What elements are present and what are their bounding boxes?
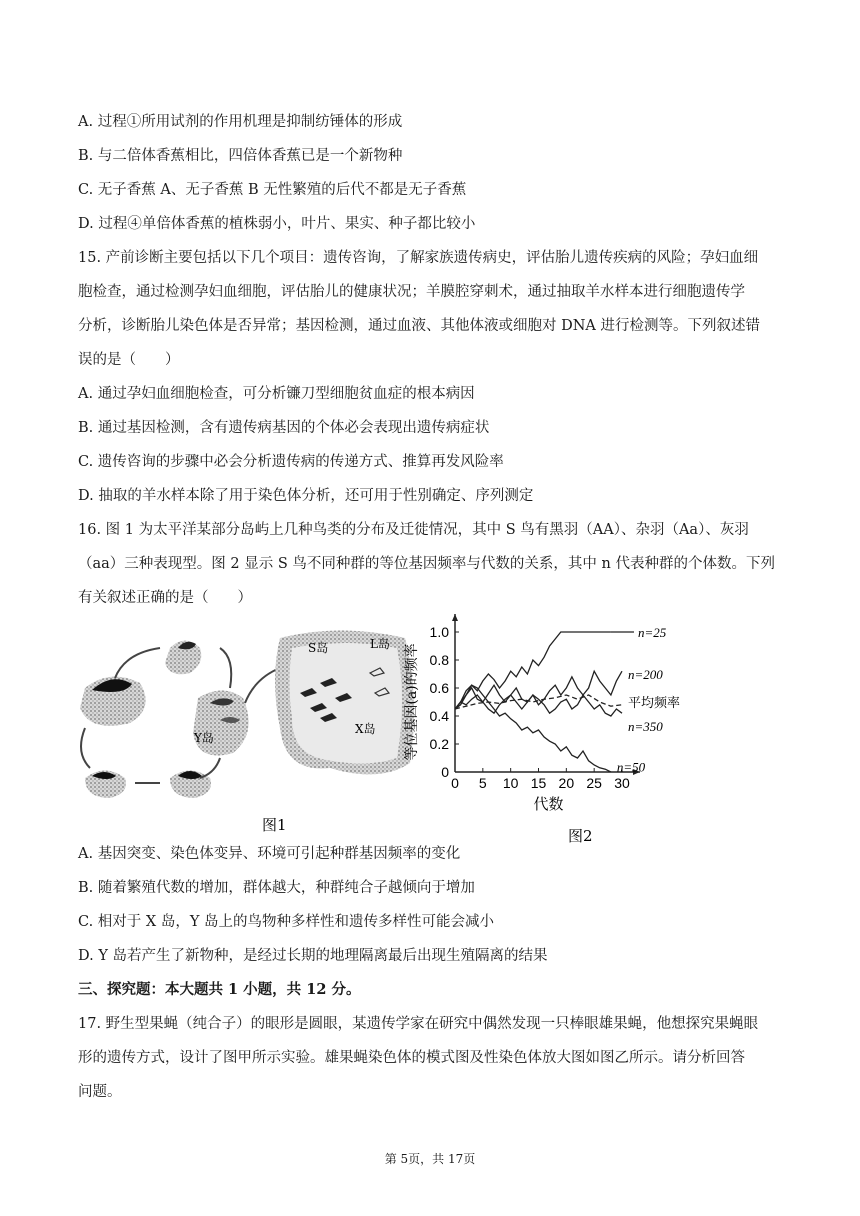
x-island-label: X岛 — [355, 722, 376, 736]
y-island — [193, 691, 249, 756]
section-3-heading: 三、探究题：本大题共 1 小题，共 12 分。 — [78, 981, 361, 998]
q15-stem-line: 分析，诊断胎儿染色体是否异常；基因检测，通过血液、其他体液或细胞对 DNA 进行检测等。下列叙述错 — [78, 318, 760, 334]
y-tick-label: 1.0 — [429, 624, 449, 640]
y-tick-label: 0.2 — [429, 736, 449, 752]
q15-option-d: D. 抽取的羊水样本除了用于染色体分析，还可用于性别确定、序列测定 — [78, 488, 534, 504]
x-tick-label: 10 — [502, 775, 519, 791]
q16-option-c: C. 相对于 X 岛，Y 岛上的鸟物种多样性和遗传多样性可能会减小 — [78, 914, 495, 930]
y-tick-label: 0.8 — [429, 652, 449, 668]
l-island-label: L岛 — [370, 637, 390, 651]
left-island — [80, 677, 146, 726]
series-label: 平均频率 — [628, 695, 681, 710]
figure-1-island-map — [70, 618, 420, 834]
q15-stem-line: 误的是（ ） — [78, 352, 180, 368]
plot-group — [403, 614, 680, 813]
bottom-left-island — [85, 771, 126, 799]
q16-stem-line: 16. 图 1 为太平洋某部分岛屿上几种鸟类的分布及迁徙情况，其中 S 鸟有黑羽（AA）、杂羽（Aa）、灰羽 — [78, 522, 749, 538]
x-tick-label: 5 — [478, 775, 487, 791]
q15-stem-line: 胞检查，通过检测孕妇血细胞，评估胎儿的健康状况；羊膜腔穿刺术，通过抽取羊水样本进行细胞遗传学 — [78, 284, 745, 300]
q14-option-b: B. 与二倍体香蕉相比，四倍体香蕉已是一个新物种 — [78, 148, 403, 164]
q15-option-c: C. 遗传咨询的步骤中必会分析遗传病的传递方式、推算再发风险率 — [78, 454, 504, 470]
q15-stem-line: 15. 产前诊断主要包括以下几个项目：遗传咨询，了解家族遗传病史，评估胎儿遗传疾病的风险；孕妇血细 — [78, 250, 759, 266]
x-axis-label: 代数 — [533, 795, 564, 813]
x-tick-label: 0 — [451, 775, 459, 791]
y-axis-arrow — [452, 614, 458, 621]
q14-option-c: C. 无子香蕉 A、无子香蕉 B 无性繁殖的后代不都是无子香蕉 — [78, 182, 467, 198]
series-label: n=25 — [638, 625, 667, 640]
figure-1-caption: 图1 — [262, 816, 287, 834]
y-tick-label: 0.4 — [429, 708, 449, 724]
q15-option-b: B. 通过基因检测，含有遗传病基因的个体必会表现出遗传病症状 — [78, 420, 490, 436]
x-tick-label: 15 — [530, 775, 547, 791]
x-tick-label: 25 — [586, 775, 602, 791]
q16-option-a: A. 基因突变、染色体变异、环境可引起种群基因频率的变化 — [78, 846, 461, 862]
y-island-label: Y岛 — [194, 731, 214, 745]
q16-option-d: D. Y 岛若产生了新物种，是经过长期的地理隔离最后出现生殖隔离的结果 — [78, 948, 548, 964]
q16-stem-line: 有关叙述正确的是（ ） — [78, 590, 252, 606]
q14-option-d: D. 过程④单倍体香蕉的植株弱小，叶片、果实、种子都比较小 — [78, 216, 476, 232]
series-line — [455, 632, 611, 709]
s-island-label: S岛 — [308, 641, 329, 655]
y-tick-label: 0.6 — [429, 680, 449, 696]
y-axis-label: 等位基因(a)的频率 — [404, 643, 420, 761]
series-label: n=350 — [628, 718, 663, 734]
q17-stem-line: 17. 野生型果蝇（纯合子）的眼形是圆眼，某遗传学家在研究中偶然发现一只棒眼雄果蝇，他想探究果蝇眼 — [78, 1016, 759, 1032]
q17-stem-line: 问题。 — [78, 1084, 122, 1100]
q14-option-a: A. 过程①所用试剂的作用机理是抑制纺锤体的形成 — [78, 114, 403, 130]
x-tick-label: 30 — [614, 775, 630, 791]
y-tick-label: 0 — [441, 764, 449, 780]
x-tick-label: 20 — [558, 775, 575, 791]
page-footer: 第 5页，共 17页 — [384, 1152, 476, 1166]
bottom-mid-island — [170, 771, 211, 799]
top-island — [165, 641, 201, 675]
large-island — [275, 631, 414, 775]
series-line — [455, 685, 611, 772]
series-label: n=200 — [628, 667, 663, 682]
q15-option-a: A. 通过孕妇血细胞检查，可分析镰刀型细胞贫血症的根本病因 — [78, 386, 475, 402]
q16-option-b: B. 随着繁殖代数的增加，群体越大，种群纯合子越倾向于增加 — [78, 880, 475, 896]
figure-2-caption: 图2 — [568, 827, 593, 845]
series-label: n=50 — [616, 759, 646, 775]
figure-2-allele-frequency-chart — [400, 615, 720, 845]
q17-stem-line: 形的遗传方式，设计了图甲所示实验。雄果蝇染色体的模式图及性染色体放大图如图乙所示。请分析回答 — [78, 1050, 745, 1066]
q16-stem-line: （aa）三种表现型。图 2 显示 S 鸟不同种群的等位基因频率与代数的关系，其中 n 代表种群的个体数。下列 — [78, 556, 775, 572]
